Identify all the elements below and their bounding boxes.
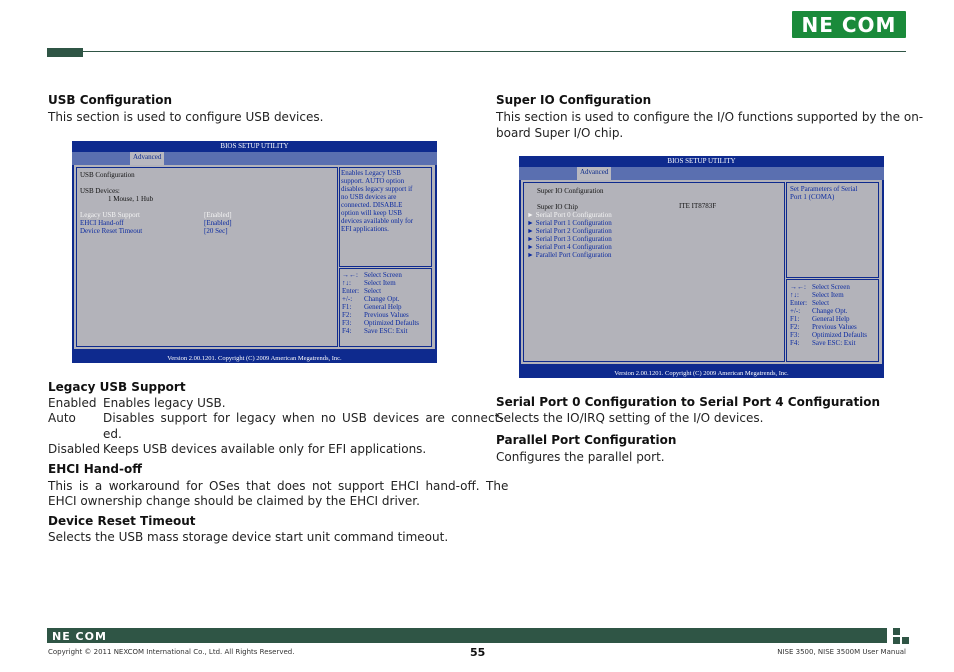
sio-chip-label: Super IO Chip: [537, 203, 578, 211]
submenu-serial-port-3[interactable]: [527, 235, 612, 243]
key-name: +/-:: [342, 295, 353, 303]
key-name: Enter:: [342, 287, 360, 295]
bios-sio-screen: [519, 156, 884, 378]
bios-footer: Version 2.00.1201. Copyright (C) 2009 American Megatrends, Inc.: [167, 355, 342, 362]
key-action: Previous Values: [364, 311, 409, 319]
key-action: Select Item: [812, 291, 844, 299]
key-action: General Help: [364, 303, 402, 311]
submenu-label: Serial Port 0 Configuration: [535, 211, 612, 219]
key-action: Change Opt.: [812, 307, 848, 315]
bios-title: BIOS SETUP UTILITY: [667, 157, 736, 165]
bios-tab-row: [72, 152, 437, 165]
usb-config-heading: USB Configuration: [48, 93, 172, 107]
submenu-parallel-port[interactable]: [527, 251, 612, 259]
option-legacy-usb-value[interactable]: [Enabled]: [204, 211, 232, 219]
usb-config-desc: This section is used to configure USB devices.: [48, 110, 324, 124]
ehci-desc-line1: This is a workaround for OSes that does not support EHCI hand-off. The: [48, 479, 509, 493]
key-action: Select: [364, 287, 382, 295]
legacy-usb-heading: Legacy USB Support: [48, 380, 186, 394]
description: Disables support for legacy when no USB devices are connect-: [103, 411, 504, 425]
key-action: Select Item: [364, 279, 396, 287]
legacy-option-enabled: [48, 395, 458, 411]
description: Keeps USB devices available only for EFI applications.: [103, 442, 427, 456]
key-action: Select Screen: [364, 271, 402, 279]
key-action: Save ESC: Exit: [812, 339, 856, 347]
serial-ports-desc: Selects the IO/IRQ setting of the I/O devices.: [496, 411, 764, 425]
option-ehci-handoff[interactable]: EHCI Hand-off: [80, 219, 124, 227]
key-name: F4:: [342, 327, 352, 335]
help-line: no USB devices are: [341, 193, 397, 201]
key-name: F4:: [790, 339, 800, 347]
usb-devices-value: 1 Mouse, 1 Hub: [108, 195, 154, 203]
arrow-right-icon: ►: [527, 211, 534, 219]
key-action: General Help: [812, 315, 850, 323]
logo-text: NE COM: [801, 12, 897, 37]
submenu-label: Serial Port 4 Configuration: [535, 243, 612, 251]
key-action: Select Screen: [812, 283, 850, 291]
key-action: Previous Values: [812, 323, 857, 331]
arrow-right-icon: ►: [527, 219, 534, 227]
help-line: Port 1 (COMA): [790, 193, 835, 201]
submenu-label: Serial Port 1 Configuration: [535, 219, 612, 227]
key-name: →←:: [342, 271, 358, 279]
key-action: Optimized Defaults: [364, 319, 420, 327]
nexcom-logo: [792, 11, 906, 38]
submenu-serial-port-2[interactable]: [527, 227, 612, 235]
key-name: →←:: [790, 283, 806, 291]
option-reset-timeout[interactable]: Device Reset Timeout: [80, 227, 143, 235]
description-cont: ed.: [103, 427, 122, 441]
legacy-option-disabled: [48, 441, 458, 457]
help-line: support. AUTO option: [341, 177, 405, 185]
term: Enabled: [48, 396, 97, 410]
term: Auto: [48, 411, 76, 425]
option-ehci-handoff-value[interactable]: [Enabled]: [204, 219, 232, 227]
help-line: disables legacy support if: [341, 185, 413, 193]
key-action: Change Opt.: [364, 295, 400, 303]
arrow-right-icon: ►: [527, 243, 534, 251]
description: Enables legacy USB.: [103, 396, 226, 410]
submenu-serial-port-1[interactable]: [527, 219, 612, 227]
bios-title: BIOS SETUP UTILITY: [220, 142, 289, 150]
key-action: Optimized Defaults: [812, 331, 868, 339]
help-line: devices available only for: [341, 217, 414, 225]
bios-usb-screen: [72, 141, 437, 363]
term: Disabled: [48, 442, 101, 456]
footer-logo: NE COM: [52, 630, 107, 643]
key-name: F2:: [342, 311, 352, 319]
tab-advanced[interactable]: Advanced: [130, 152, 164, 165]
footer-square-icon: [893, 628, 900, 635]
sio-config-heading: Super IO Configuration: [496, 93, 652, 107]
key-name: F3:: [790, 331, 800, 339]
key-name: ↑↓:: [342, 279, 351, 287]
parallel-port-heading: Parallel Port Configuration: [496, 433, 677, 447]
key-name: +/-:: [790, 307, 801, 315]
help-line: Set Parameters of Serial: [790, 185, 858, 193]
legacy-option-auto: [48, 410, 504, 442]
ehci-heading: EHCI Hand-off: [48, 462, 142, 476]
footer-bar: [47, 628, 887, 643]
copyright-text: Copyright © 2011 NEXCOM International Co., Ltd. All Rights Reserved.: [48, 648, 295, 656]
header-rule: [83, 51, 906, 52]
footer-square-icon: [902, 637, 909, 644]
key-name: F1:: [342, 303, 352, 311]
submenu-serial-port-0[interactable]: [527, 211, 612, 219]
bios-page-heading: Super IO Configuration: [537, 187, 604, 195]
manual-title: NISE 3500, NISE 3500M User Manual: [777, 648, 906, 656]
footer-square-icon: [893, 637, 900, 644]
submenu-label: Serial Port 2 Configuration: [535, 227, 612, 235]
submenu-serial-port-4[interactable]: [527, 243, 612, 251]
submenu-label: Serial Port 3 Configuration: [535, 235, 612, 243]
usb-devices-label: USB Devices:: [80, 187, 120, 195]
help-line: EFI applications.: [341, 225, 389, 233]
reset-timeout-heading: Device Reset Timeout: [48, 514, 196, 528]
key-action: Select: [812, 299, 830, 307]
header-accent-bar: [47, 48, 83, 57]
key-name: F3:: [342, 319, 352, 327]
sio-chip-value: ITE IT8783F: [679, 202, 717, 210]
ehci-desc-line2: EHCI ownership change should be claimed by the EHCI driver.: [48, 494, 420, 508]
bios-body: [74, 165, 435, 349]
option-legacy-usb[interactable]: Legacy USB Support: [80, 211, 140, 219]
key-action: Save ESC: Exit: [364, 327, 408, 335]
key-name: Enter:: [790, 299, 808, 307]
bios-body: [521, 180, 882, 364]
submenu-label: Parallel Port Configuration: [535, 251, 612, 259]
key-name: F1:: [790, 315, 800, 323]
option-reset-timeout-value[interactable]: [20 Sec]: [204, 227, 228, 235]
key-name: F2:: [790, 323, 800, 331]
bios-page-heading: USB Configuration: [80, 171, 135, 179]
help-line: option will keep USB: [341, 209, 402, 217]
help-line: connected. DISABLE: [341, 201, 403, 209]
arrow-right-icon: ►: [527, 235, 534, 243]
sio-desc-line1: This section is used to configure the I/O functions supported by the on-: [496, 110, 924, 124]
key-name: ↑↓:: [790, 291, 799, 299]
help-line: Enables Legacy USB: [341, 169, 401, 177]
arrow-right-icon: ►: [527, 227, 534, 235]
serial-ports-heading: Serial Port 0 Configuration to Serial Port 4 Configuration: [496, 395, 881, 409]
arrow-right-icon: ►: [527, 251, 534, 259]
sio-desc-line2: board Super I/O chip.: [496, 126, 624, 140]
reset-timeout-desc: Selects the USB mass storage device start unit command timeout.: [48, 530, 449, 544]
parallel-port-desc: Configures the parallel port.: [496, 450, 665, 464]
bios-tab-row: [519, 167, 884, 180]
page-number: 55: [470, 646, 486, 659]
tab-advanced[interactable]: Advanced: [577, 167, 611, 180]
bios-footer: Version 2.00.1201. Copyright (C) 2009 American Megatrends, Inc.: [614, 370, 789, 377]
